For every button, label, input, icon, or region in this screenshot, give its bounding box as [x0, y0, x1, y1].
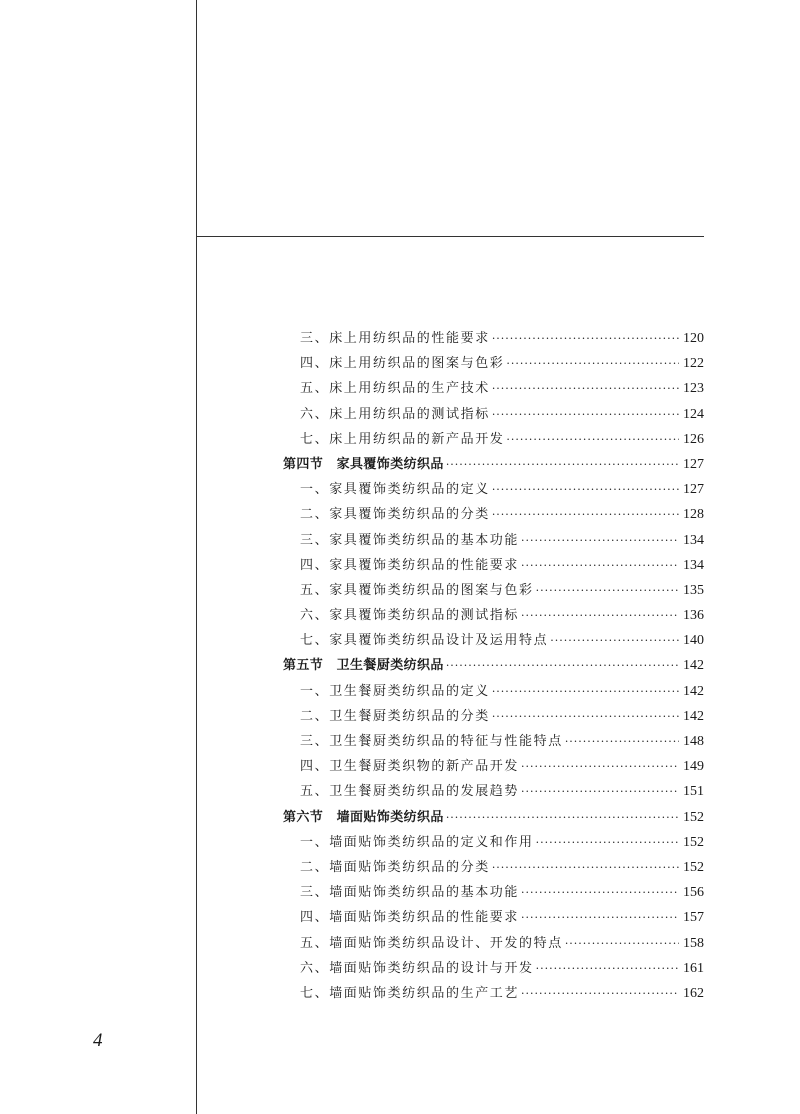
toc-entry-label: 五、墙面贴饰类纺织品设计、开发的特点: [300, 935, 563, 951]
leader-dots: [521, 528, 679, 553]
toc-entry[interactable]: [283, 326, 704, 351]
toc-section-label: 第五节 卫生餐厨类纺织品: [283, 658, 444, 674]
toc-entry-label: 四、家具覆饰类纺织品的性能要求: [300, 557, 520, 573]
leader-dots: [446, 452, 679, 477]
toc-entry-label: 五、床上用纺织品的生产技术: [300, 381, 490, 397]
toc-entry[interactable]: [283, 376, 704, 401]
toc-entry[interactable]: [283, 402, 704, 427]
toc-entry-label: 五、家具覆饰类纺织品的图案与色彩: [300, 582, 534, 598]
toc-entry-label: 四、卫生餐厨类织物的新产品开发: [300, 759, 520, 775]
toc-entry[interactable]: [283, 628, 704, 653]
toc-entry[interactable]: [283, 603, 704, 628]
toc-entry-page: 142: [683, 683, 704, 699]
toc-entry-page: 157: [683, 910, 704, 926]
toc-entry[interactable]: [283, 956, 704, 981]
toc-entry[interactable]: [283, 855, 704, 880]
toc-entry-page: 161: [683, 960, 704, 976]
leader-dots: [446, 805, 679, 830]
leader-dots: [446, 653, 679, 678]
toc-entry[interactable]: [283, 729, 704, 754]
page-number: 4: [93, 1030, 103, 1051]
toc-entry[interactable]: [283, 779, 704, 804]
toc-section-label: 第四节 家具覆饰类纺织品: [283, 456, 444, 472]
toc-entry[interactable]: [283, 427, 704, 452]
toc-entry-label: 七、家具覆饰类纺织品设计及运用特点: [300, 633, 549, 649]
toc-entry-label: 三、墙面贴饰类纺织品的基本功能: [300, 885, 520, 901]
leader-dots: [521, 779, 679, 804]
leader-dots: [565, 931, 679, 956]
table-of-contents: [283, 326, 704, 1006]
leader-dots: [492, 704, 679, 729]
toc-entry[interactable]: [283, 528, 704, 553]
leader-dots: [536, 956, 679, 981]
margin-vertical-rule: [196, 0, 197, 1114]
toc-entry-page: 135: [683, 582, 704, 598]
toc-entry-page: 136: [683, 608, 704, 624]
toc-entry-label: 六、墙面贴饰类纺织品的设计与开发: [300, 960, 534, 976]
toc-entry-page: 149: [683, 759, 704, 775]
toc-entry[interactable]: [283, 704, 704, 729]
toc-entry-label: 六、家具覆饰类纺织品的测试指标: [300, 608, 520, 624]
toc-entry-page: 120: [683, 331, 704, 346]
toc-entry-page: 152: [683, 809, 704, 825]
leader-dots: [492, 376, 679, 401]
toc-entry[interactable]: [283, 477, 704, 502]
toc-entry[interactable]: [283, 981, 704, 1006]
leader-dots: [492, 477, 679, 502]
toc-entry-page: 127: [683, 456, 704, 472]
toc-entry-page: 127: [683, 482, 704, 498]
leader-dots: [492, 855, 679, 880]
leader-dots: [492, 326, 679, 351]
leader-dots: [521, 905, 679, 930]
toc-entry-label: 五、卫生餐厨类纺织品的发展趋势: [300, 784, 520, 800]
toc-entry-page: 126: [683, 431, 704, 447]
toc-entry-label: 三、家具覆饰类纺织品的基本功能: [300, 532, 520, 548]
toc-entry-label: 三、床上用纺织品的性能要求: [300, 331, 490, 346]
toc-entry-label: 二、墙面贴饰类纺织品的分类: [300, 859, 490, 875]
toc-entry[interactable]: [283, 830, 704, 855]
leader-dots: [536, 578, 679, 603]
toc-entry-label: 三、卫生餐厨类纺织品的特征与性能特点: [300, 734, 563, 749]
toc-section-label: 第六节 墙面贴饰类纺织品: [283, 809, 444, 825]
toc-entry-page: 123: [683, 381, 704, 397]
toc-entry[interactable]: [283, 931, 704, 956]
leader-dots: [521, 603, 679, 628]
toc-entry[interactable]: [283, 754, 704, 779]
leader-dots: [565, 729, 679, 754]
toc-entry-page: 152: [683, 834, 704, 850]
toc-entry-label: 四、床上用纺织品的图案与色彩: [300, 356, 505, 372]
toc-entry[interactable]: [283, 502, 704, 527]
toc-entry-page: 158: [683, 935, 704, 951]
toc-entry-label: 七、床上用纺织品的新产品开发: [300, 431, 505, 447]
toc-entry[interactable]: [283, 679, 704, 704]
toc-entry-label: 四、墙面贴饰类纺织品的性能要求: [300, 910, 520, 926]
toc-section-heading[interactable]: [283, 452, 704, 477]
toc-entry-page: 134: [683, 557, 704, 573]
leader-dots: [550, 628, 679, 653]
leader-dots: [521, 880, 679, 905]
toc-entry[interactable]: [283, 578, 704, 603]
toc-entry-page: 122: [683, 356, 704, 372]
toc-entry-page: 140: [683, 633, 704, 649]
toc-entry-page: 142: [683, 658, 704, 674]
toc-entry-page: 148: [683, 734, 704, 749]
toc-entry[interactable]: [283, 880, 704, 905]
toc-entry-page: 128: [683, 507, 704, 523]
toc-entry-label: 七、墙面贴饰类纺织品的生产工艺: [300, 985, 520, 1001]
toc-entry-page: 142: [683, 708, 704, 724]
header-horizontal-rule: [196, 236, 704, 237]
leader-dots: [506, 351, 679, 376]
leader-dots: [536, 830, 679, 855]
leader-dots: [521, 981, 679, 1006]
toc-section-heading[interactable]: [283, 653, 704, 678]
leader-dots: [492, 402, 679, 427]
leader-dots: [492, 502, 679, 527]
toc-entry-label: 一、家具覆饰类纺织品的定义: [300, 482, 490, 498]
leader-dots: [506, 427, 679, 452]
leader-dots: [521, 754, 679, 779]
toc-entry-label: 二、家具覆饰类纺织品的分类: [300, 507, 490, 523]
toc-entry-page: 156: [683, 885, 704, 901]
leader-dots: [521, 553, 679, 578]
toc-entry-page: 151: [683, 784, 704, 800]
toc-section-heading[interactable]: [283, 805, 704, 830]
toc-entry-label: 六、床上用纺织品的测试指标: [300, 406, 490, 422]
toc-entry[interactable]: [283, 905, 704, 930]
toc-entry-label: 二、卫生餐厨类纺织品的分类: [300, 708, 490, 724]
toc-entry[interactable]: [283, 553, 704, 578]
toc-entry-page: 124: [683, 406, 704, 422]
toc-entry-label: 一、墙面贴饰类纺织品的定义和作用: [300, 834, 534, 850]
leader-dots: [492, 679, 679, 704]
toc-entry-page: 162: [683, 985, 704, 1001]
toc-entry-label: 一、卫生餐厨类纺织品的定义: [300, 683, 490, 699]
toc-entry-page: 134: [683, 532, 704, 548]
toc-entry-page: 152: [683, 859, 704, 875]
toc-entry[interactable]: [283, 351, 704, 376]
